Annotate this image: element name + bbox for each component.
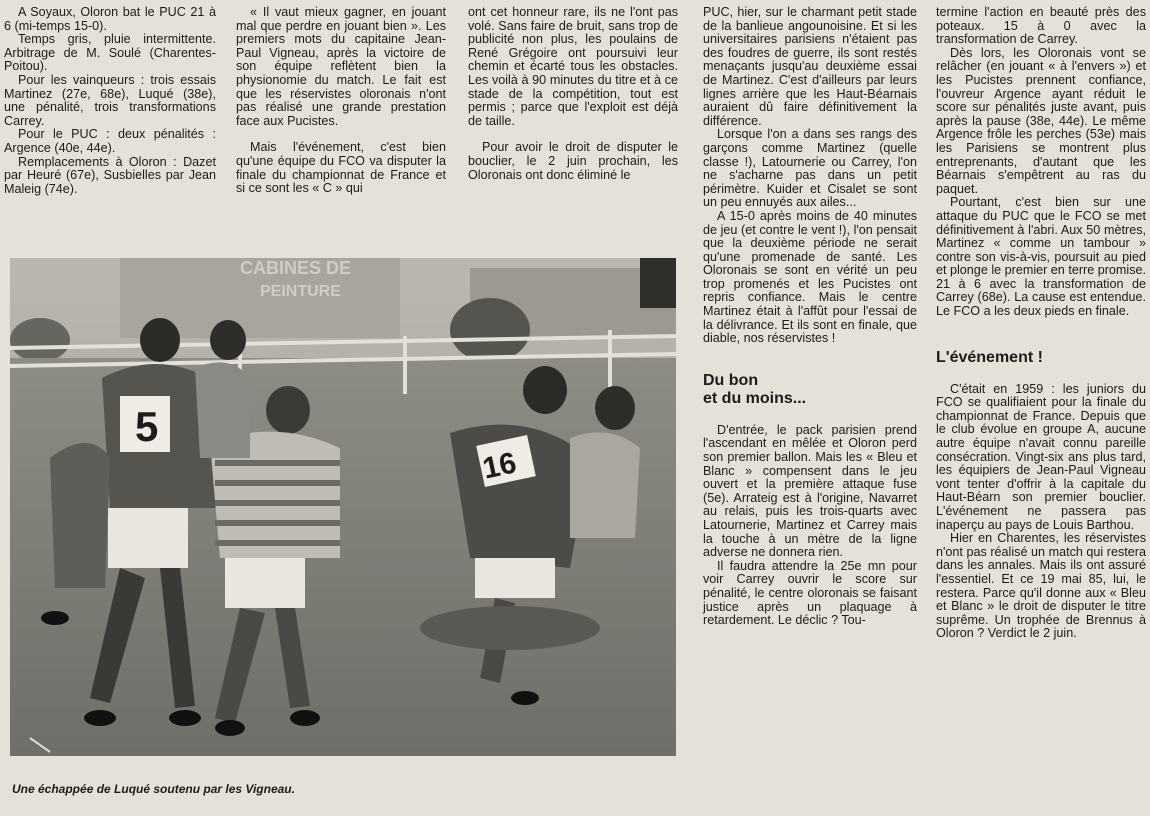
article-paragraph: Pourtant, c'est bien sur une attaque du PUC que le FCO se met définitivement à l'abri. Aux 50 mètres, Martinez « comme un tambour » contre son vis-à-vis, poursuit au pied et plonge le premier en terre promise. 21 à 6 avec la transformation de Carrey (68e). La cause est entendue. Le FCO a les deux pieds en finale. (936, 195, 1146, 319)
article-paragraph: Mais l'événement, c'est bien qu'une équipe du FCO va disputer la finale du championnat de France et si ce sont les « C » qui (236, 140, 446, 196)
article-paragraph: termine l'action en beauté près des poteaux. 15 à 0 avec la transformation de Carrey. (936, 5, 1146, 47)
article-paragraph: D'entrée, le pack parisien prend l'ascendant en mêlée et Oloron perd son premier ballon. Mais les « Bleu et Blanc » compensent dans le jeu ouvert et la première attaque fuse (5e). Arrateig est à l'origine, Navarret au relais, puis les trois-quarts avec Latournerie, Martinez et Carrey mais la touche à un mètre de la ligne adverse ne donnera rien. (703, 422, 917, 560)
article-paragraph: Il faudra attendre la 25e mn pour voir Carrey ouvrir le score sur pénalité, le centre oloronais se faisant justice après un plaquage à retardement. Le déclic ? Tou- (703, 558, 917, 628)
article-paragraph: Lorsque l'on a dans ses rangs des garçons comme Martinez (quelle classe !), Latournerie ou Carrey, l'on ne s'acharne pas dans un petit périmètre. Kuider et Cisalet se sont un peu ennuyés aux ailes... (703, 127, 917, 210)
rugby-photo-drawing (10, 258, 676, 756)
column-5 (936, 6, 1146, 641)
section-heading-evenement: L'événement ! (936, 348, 1043, 366)
article-paragraph: C'était en 1959 : les juniors du FCO se qualifiaient pour la finale du championnat de France. Depuis que le club évolue en groupe A, aucune autre équipe n'avait connu pareille consécration. Vingt-six ans plus tard, les équipiers de Jean-Paul Vigneau vont tenter d'offrir à la capitale du Haut-Béarn son premier bouclier. L'événement ne passera pas inaperçu au pays de Louis Barthou. (936, 381, 1146, 532)
match-summary-substitutions: Remplacements à Oloron : Dazet par Heuré (67e), Susbielles par Jean Maleig (74e). (4, 154, 216, 196)
article-paragraph: Pour avoir le droit de disputer le bouclier, le 2 juin prochain, les Oloronais ont donc éliminé le (468, 140, 678, 182)
match-summary-score: A Soyaux, Oloron bat le PUC 21 à 6 (mi-temps 15-0). (4, 5, 216, 33)
article-paragraph: « Il vaut mieux gagner, en jouant mal que perdre en jouant bien ». Les premiers mots du capitaine Jean-Paul Vigneau, après la victoire de son équipe reflètent bien la physionomie du match. Le fait est que les réservistes oloronais n'ont pas réalisé une grande prestation face aux Pucistes. (236, 5, 446, 128)
article-paragraph: PUC, hier, sur le charmant petit stade de la banlieue angounoisine. Et si les universitaires parisiens n'étaient pas des foudres de guerre, ils sont restés menaçants jusqu'au deuxième essai de Martinez. C'est d'ailleurs par leurs lignes arrière que les Haut-Béarnais auraient dû faire définitivement la différence. (703, 5, 917, 128)
rugby-photo (10, 258, 676, 756)
match-summary-weather: Temps gris, pluie intermittente. Arbitrage de M. Soulé (Charentes-Poitou). (4, 32, 216, 74)
match-summary-puc: Pour le PUC : deux pénalités : Argence (40e, 44e). (4, 127, 216, 155)
article-paragraph: ont cet honneur rare, ils ne l'ont pas volé. Sans faire de bruit, sans trop de publicité non plus, les poulains de René Grégoire ont poursuivi leur chemin et écarté tous les obstacles. Les voilà à 90 minutes du titre et à ce stade de la compétition, tout est permis ; parce que l'exploit est déjà de taille. (468, 5, 678, 128)
column-2 (236, 6, 446, 196)
column-1 (4, 6, 216, 196)
photo-caption: Une échappée de Luqué soutenu par les Vigneau. (12, 782, 295, 796)
section-heading-du-bon: Du bon (703, 371, 759, 389)
player-jersey-16: 16 (479, 446, 520, 486)
section-heading-du-moins: et du moins... (703, 389, 807, 407)
photo-sign-line1: CABINES DE (240, 258, 352, 278)
article-paragraph: Dès lors, les Oloronais vont se relâcher (en jouant « à l'envers ») et les Pucistes prennent confiance, l'ouvreur Argence ayant réduit le score sur pénalités juste avant, puis après la pause (38e, 44e). Le même Argence frôle les perches (53e) mais les Parisiens se montrent plus entreprenants, d'autant que les Béarnais s'empêtrent au ras du paquet. (936, 45, 1146, 196)
article-paragraph: Hier en Charentes, les réservistes n'ont pas réalisé un match qui restera dans les annales. Mais ils ont assuré l'essentiel. Et ce 19 mai 85, lui, le restera. Parce qu'il donne aux « Bleu et Blanc » le droit de disputer le titre suprême. Un trophée de Brennus à Oloron ? Verdict le 2 juin. (936, 531, 1146, 641)
player-jersey-5: 5 (135, 403, 159, 450)
column-4 (703, 6, 917, 628)
article-paragraph: A 15-0 après moins de 40 minutes de jeu (et contre le vent !), l'on pensait que la deuxième période ne serait qu'une promenade de santé. Les Oloronais se sont en vérité un peu trop promenés et les Pucistes ont repris confiance. Mais le centre Martinez était à l'affût pour l'essai de la délivrance. Et ils sont en finale, que diable, nos réservistes ! (703, 208, 917, 346)
match-summary-winners: Pour les vainqueurs : trois essais Martinez (27e, 68e), Luqué (38e), une pénalité, trois transformations Carrey. (4, 72, 216, 128)
photo-sign-line2: PEINTURE (260, 283, 341, 300)
column-3 (468, 6, 678, 182)
